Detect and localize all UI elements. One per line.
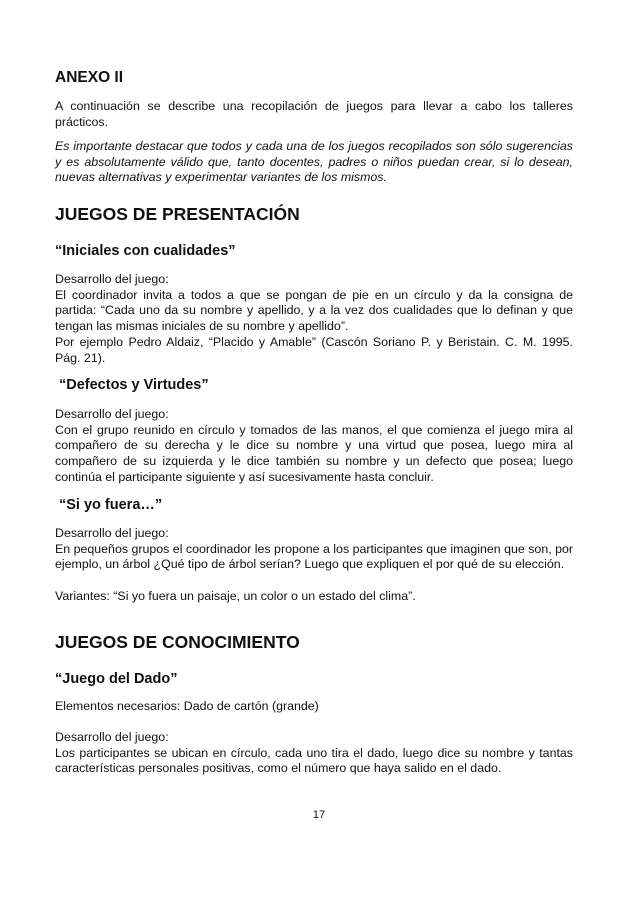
game-reference: Por ejemplo Pedro Aldaiz, “Placido y Amable” (Cascón Soriano P. y Beristain. C. M. 1995. Pág. 21).: [55, 334, 573, 365]
intro-paragraph: A continuación se describe una recopilación de juegos para llevar a cabo los talleres prácticos.: [55, 99, 573, 129]
dev-label: Desarrollo del juego:: [55, 526, 169, 540]
game-variants: Variantes: “Si yo fuera un paisaje, un color o un estado del clima”.: [55, 588, 416, 603]
materials-line: [55, 699, 573, 715]
game-body-iniciales: El coordinador invita a todos a que se pongan de pie en un círculo y da la consigna de partida: “Cada uno da su nombre y apellido, y a la vez dos cualidades que lo definan y que tengan las mismas iniciales de su nombre y apellido”.: [55, 287, 573, 334]
section-title-presentation: JUEGOS DE PRESENTACIÓN: [55, 204, 300, 224]
game-title-dado: “Juego del Dado”: [55, 671, 178, 687]
game-body-dado: Los participantes se ubican en círculo, cada uno tira el dado, luego dice su nombre y tantas características personales positivas, como el número que haya salido en el dado.: [55, 745, 573, 776]
dev-label: Desarrollo del juego:: [55, 272, 169, 286]
section-title-conocimiento: JUEGOS DE CONOCIMIENTO: [55, 632, 300, 652]
note-paragraph: Es importante destacar que todos y cada una de los juegos recopilados son sólo sugerencias y es absolutamente válido que, tanto docentes, padres o niños puedan crear, si lo desean, nuevas alternativas y experimentar variantes de los mismos.: [55, 139, 573, 185]
game-body-defectos: Con el grupo reunido en círculo y tomados de las manos, el que comienza el juego mira al compañero de su derecha y le dice su nombre y una virtud que posea, luego mira al compañero de su izquierda y le dice también su nombre y un defecto que posea; luego continúa el participante siguiente y así sucesivamente hasta concluir.: [55, 422, 573, 484]
materials-label: Elementos necesarios:: [55, 699, 181, 713]
dev-label: Desarrollo del juego:: [55, 407, 169, 421]
materials-value: Dado de cartón (grande): [180, 699, 319, 713]
page-number: 17: [312, 809, 326, 821]
game-title-iniciales: “Iniciales con cualidades”: [55, 243, 236, 259]
game-body-si-yo-fuera: En pequeños grupos el coordinador les propone a los participantes que imaginen que son, por ejemplo, un árbol ¿Qué tipo de árbol serían? Luego que expliquen el por qué de su elección.: [55, 541, 574, 572]
annex-title: ANEXO II: [55, 69, 124, 86]
game-title-si-yo-fuera: “Si yo fuera…”: [59, 497, 163, 513]
game-title-defectos: “Defectos y Virtudes”: [59, 377, 209, 393]
dev-label: Desarrollo del juego:: [55, 730, 169, 744]
